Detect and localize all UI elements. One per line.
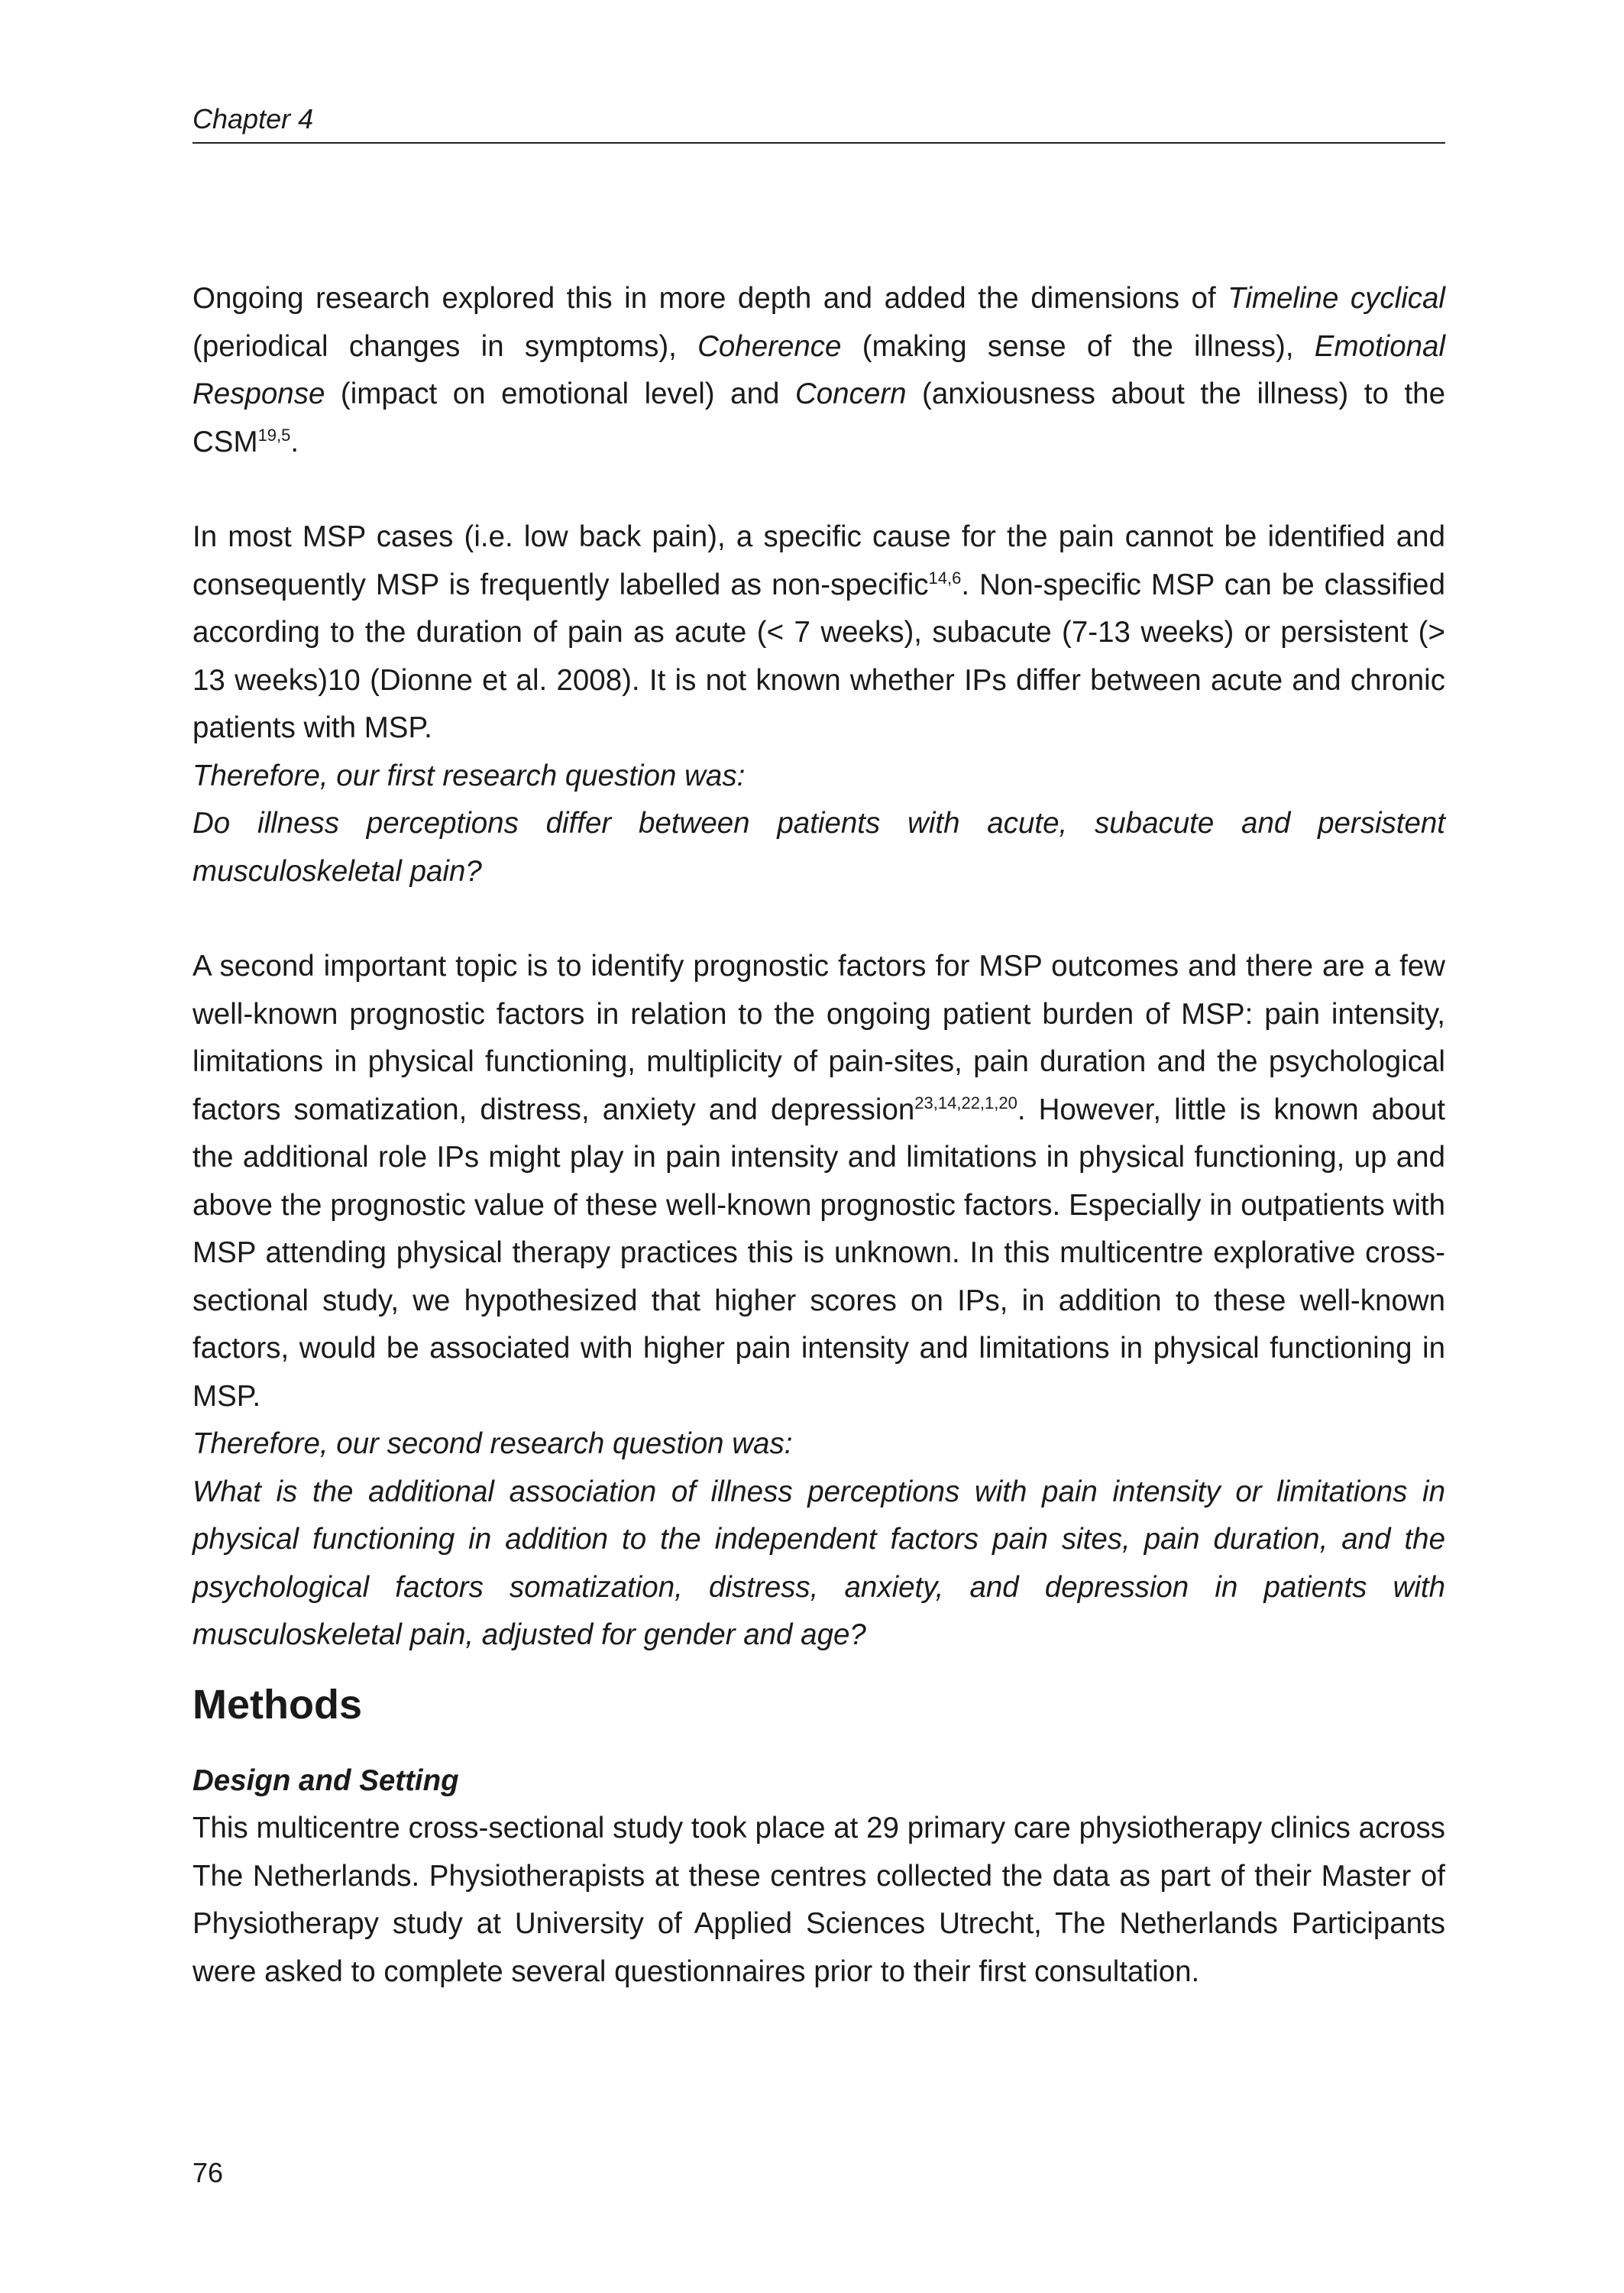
text-run: (anxiousness about the illness) to the CSM bbox=[192, 377, 1445, 458]
header-rule bbox=[192, 142, 1445, 144]
term-coherence: Coherence bbox=[697, 329, 842, 363]
text-run: . Non-specific MSP can be classified according to the duration of pain as acute (< 7 weeks), subacute (7-13 weeks) or persistent (> 13 weeks)10 (Dionne et al. 2008). It is not known whether IPs differ between acute and chronic patients with MSP. bbox=[192, 568, 1445, 744]
text-run: Ongoing research explored this in more depth and added the dimensions of bbox=[192, 282, 1228, 315]
text-run: . bbox=[290, 425, 299, 458]
paragraph-csm-dimensions bbox=[192, 275, 1445, 466]
running-head: Chapter 4 bbox=[192, 103, 314, 134]
page-number: 76 bbox=[192, 2157, 224, 2188]
citation-superscript: 23,14,22,1,20 bbox=[914, 1093, 1017, 1112]
research-question-1: Do illness perceptions differ between patients with acute, subacute and persistent musculoskeletal pain? bbox=[192, 807, 1445, 888]
term-concern: Concern bbox=[794, 377, 907, 410]
paragraph-design-setting: This multicentre cross-sectional study took place at 29 primary care physiotherapy clinics across The Netherlands. Physiotherapists at these centres collected the data as part of their Master of Physiotherapy study at University of Applied Sciences Utrecht, The Netherlands Participants were asked to complete several questionnaires prior to their first consultation. bbox=[192, 1812, 1445, 1988]
text-run: (periodical changes in symptoms), bbox=[192, 329, 698, 363]
section-heading-methods: Methods bbox=[192, 1681, 362, 1728]
text-run: . However, little is known about the additional role IPs might play in pain intensity and limitations in physical functioning, up and above the prognostic value of these well-known prognostic factors. Especially in outpatients with MSP attending physical therapy practices this is unknown. In this multicentre explorative cross-sectional study, we hypothesized that higher scores on IPs, in addition to these well-known factors, would be associated with higher pain intensity and limitations in physical functioning in MSP. bbox=[192, 1093, 1445, 1413]
research-question-1-intro: Therefore, our first research question was: bbox=[192, 759, 746, 792]
text-run: A second important topic is to identify prognostic factors for MSP outcomes and there are a few well-known prognostic factors in relation to the ongoing patient burden of MSP: pain intensity, limitations in physical functioning, multiplicity of pain-sites, pain duration and the psychological factors somatization, distress, anxiety and depression bbox=[192, 950, 1445, 1126]
paragraph-prognostic-factors bbox=[192, 943, 1445, 1420]
page-content bbox=[192, 275, 1445, 1996]
text-run: (making sense of the illness), bbox=[841, 329, 1315, 363]
subheading-design-setting: Design and Setting bbox=[192, 1763, 459, 1797]
paragraph-gap bbox=[192, 466, 1445, 513]
text-run: (impact on emotional level) and bbox=[325, 377, 795, 410]
citation-superscript: 14,6 bbox=[928, 568, 962, 588]
paragraph-gap bbox=[192, 896, 1445, 943]
text-run: In most MSP cases (i.e. low back pain), a specific cause for the pain cannot be identified and consequently MSP is frequently labelled as non-specific bbox=[192, 520, 1445, 601]
citation-superscript: 19,5 bbox=[257, 425, 291, 445]
research-question-2: What is the additional association of illness perceptions with pain intensity or limitations in physical functioning in addition to the independent factors pain sites, pain duration, and the psychological factors somatization, distress, anxiety, and depression in patients with musculoskeletal pain, adjusted for gender and age? bbox=[192, 1475, 1445, 1651]
term-timeline-cyclical: Timeline cyclical bbox=[1228, 282, 1445, 315]
research-question-2-intro: Therefore, our second research question was: bbox=[192, 1427, 793, 1460]
paragraph-msp-classification bbox=[192, 513, 1445, 753]
term-emotional-response: Emotional Response bbox=[192, 329, 1445, 410]
